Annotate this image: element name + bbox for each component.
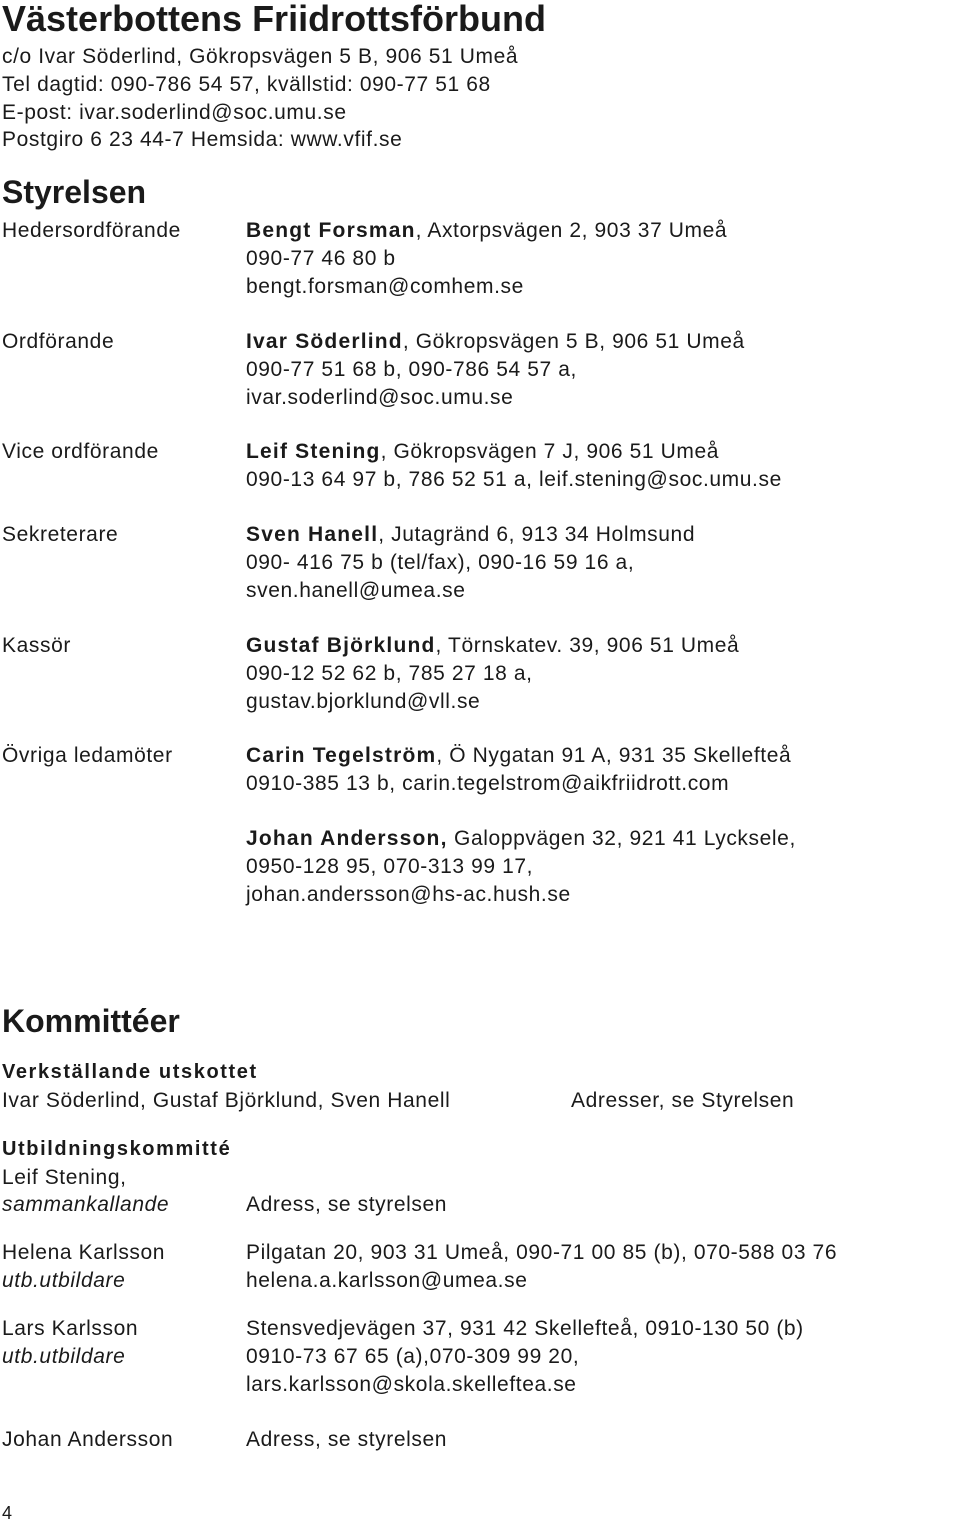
board-member-entry [246, 521, 695, 605]
board-member-entry [246, 742, 791, 798]
vu-members: Ivar Söderlind, Gustaf Björklund, Sven Hanell [2, 1089, 451, 1112]
member-address: , Gökropsvägen 5 B, 906 51 Umeå [402, 330, 745, 353]
member-contact: 0910-385 13 b, carin.tegelstrom@aikfriidrott.com [246, 772, 730, 795]
member-email: bengt.forsman@comhem.se [246, 275, 524, 298]
member-email: johan.andersson@hs-ac.hush.se [246, 883, 571, 906]
page-number: 4 [2, 1503, 13, 1523]
member-name: Leif Stening [246, 440, 381, 463]
contact-line: 0910-73 67 65 (a),070-309 99 20, [246, 1345, 580, 1368]
board-member-entry [246, 632, 739, 716]
member-address: , Axtorpsvägen 2, 903 37 Umeå [415, 219, 728, 242]
member-name: Bengt Forsman [246, 219, 416, 242]
member-email: sven.hanell@umea.se [246, 579, 466, 602]
member-contact: 090-13 64 97 b, 786 52 51 a, leif.stening@soc.umu.se [246, 468, 782, 491]
committee-member-role: utb.utbildare [2, 1345, 126, 1368]
header-phone: Tel dagtid: 090-786 54 57, kvällstid: 090-77 51 68 [2, 73, 491, 96]
convener-address-note: Adress, se styrelsen [246, 1193, 448, 1216]
member-address: , Jutagränd 6, 913 34 Holmsund [378, 523, 696, 546]
role-label: Hedersordförande [2, 219, 181, 242]
header-postgiro-website: Postgiro 6 23 44-7 Hemsida: www.vfif.se [2, 128, 403, 151]
member-email: ivar.soderlind@soc.umu.se [246, 386, 514, 409]
member-contact: 090-77 46 80 b [246, 247, 396, 270]
board-member-entry [246, 328, 745, 412]
header-address: c/o Ivar Söderlind, Gökropsvägen 5 B, 906 51 Umeå [2, 45, 519, 68]
committee-heading-vu: Verkställande utskottet [2, 1061, 258, 1083]
header-email: E-post: ivar.soderlind@soc.umu.se [2, 101, 347, 124]
member-name: Ivar Söderlind [246, 330, 403, 353]
section-heading-styrelsen: Styrelsen [2, 174, 147, 210]
committee-member-contact [246, 1315, 804, 1399]
board-member-entry [246, 217, 727, 301]
role-label: Sekreterare [2, 523, 119, 546]
member-contact: 090-77 51 68 b, 090-786 54 57 a, [246, 358, 577, 381]
committee-member-contact [246, 1239, 837, 1295]
board-member-entry [246, 438, 782, 494]
member-address: , Ö Nygatan 91 A, 931 35 Skellefteå [436, 744, 792, 767]
contact-line: helena.a.karlsson@umea.se [246, 1269, 528, 1292]
role-label: Ordförande [2, 330, 115, 353]
committee-member-name: Johan Andersson [2, 1428, 174, 1451]
member-contact: 0950-128 95, 070-313 99 17, [246, 855, 534, 878]
committee-member-name: Lars Karlsson [2, 1317, 139, 1340]
committee-member-contact: Adress, se styrelsen [246, 1428, 448, 1451]
committee-member-role: utb.utbildare [2, 1269, 126, 1292]
convener-role: sammankallande [2, 1193, 170, 1216]
member-name: Carin Tegelström [246, 744, 437, 767]
vu-address-note: Adresser, se Styrelsen [571, 1089, 795, 1112]
board-member-entry [246, 825, 796, 909]
member-contact: 090- 416 75 b (tel/fax), 090-16 59 16 a, [246, 551, 635, 574]
role-label: Övriga ledamöter [2, 744, 173, 767]
committee-member-name: Helena Karlsson [2, 1241, 166, 1264]
member-address: , Törnskatev. 39, 906 51 Umeå [435, 634, 740, 657]
member-email: gustav.bjorklund@vll.se [246, 690, 481, 713]
member-address: Galoppvägen 32, 921 41 Lycksele, [447, 827, 796, 850]
role-label: Vice ordförande [2, 440, 159, 463]
section-heading-kommitteer: Kommittéer [2, 1003, 180, 1039]
member-name: Gustaf Björklund [246, 634, 436, 657]
member-name: Sven Hanell [246, 523, 379, 546]
convener-name: Leif Stening, [2, 1166, 127, 1189]
role-label: Kassör [2, 634, 71, 657]
committee-heading-utbildning: Utbildningskommitté [2, 1138, 232, 1160]
contact-line: Stensvedjevägen 37, 931 42 Skellefteå, 0910-130 50 (b) [246, 1317, 804, 1340]
organization-title: Västerbottens Friidrottsförbund [2, 0, 547, 39]
member-name: Johan Andersson, [246, 827, 448, 850]
contact-line: lars.karlsson@skola.skelleftea.se [246, 1373, 577, 1396]
member-contact: 090-12 52 62 b, 785 27 18 a, [246, 662, 533, 685]
member-address: , Gökropsvägen 7 J, 906 51 Umeå [380, 440, 720, 463]
contact-line: Pilgatan 20, 903 31 Umeå, 090-71 00 85 (b), 070-588 03 76 [246, 1241, 838, 1264]
